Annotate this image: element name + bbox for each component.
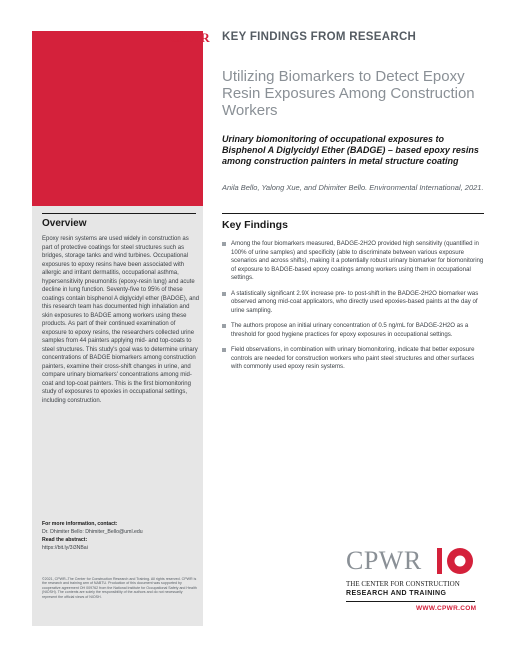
header-title: KEY FINDINGS FROM RESEARCH bbox=[222, 31, 417, 43]
website-link[interactable]: WWW.CPWR.COM bbox=[416, 605, 477, 612]
square-bullet-icon bbox=[222, 292, 226, 296]
header-brand: CPWR bbox=[170, 30, 210, 45]
study-title: Urinary biomonitoring of occupational exposures to Bisphenol A Diglycidyl Ether (BADGE) – based epoxy resins among construction painters in metal structure coating bbox=[222, 134, 479, 166]
overview-heading: Overview bbox=[42, 218, 87, 229]
key-finding-item bbox=[222, 322, 484, 339]
key-findings-divider bbox=[222, 213, 484, 214]
copyright-notice: ©2021, CPWR–The Center for Construction Research and Training. All rights reserved. CPWR is the research and training arm of NABTU. Production of this document was supported by cooperative agreement OH 009762 from the National Institute for Occupational Safety and Health (NIOSH). The contents are solely the responsibility of the authors and do not necessarily represent the official views of NIOSH. bbox=[42, 577, 197, 599]
logo-tagline: THE CENTER FOR CONSTRUCTION bbox=[346, 580, 460, 588]
abstract-label: Read the abstract: bbox=[42, 537, 88, 543]
square-bullet-icon bbox=[222, 348, 226, 352]
citation: Anila Bello, Yalong Xue, and Dhimiter Bello. Environmental International, 2021. bbox=[222, 183, 484, 192]
logo-tagline-bold: RESEARCH AND TRAINING bbox=[346, 590, 447, 597]
overview-text: Epoxy resin systems are used widely in construction as part of protective coatings for steel structures such as bridges, storage tanks and wind turbines. Occupational exposures to epoxy resins have been associated with allergic and irritant dermatitis, occupational asthma, hypersensitivity pneumonitis (epoxy-resin lung) and acute decline in lung function. Seventy-five to 95% of these coatings contain bisphenol A diglycidyl ether (BADGE), and this research team has documented high inhalation and skin exposures to BADGE among workers using these products. As part of their continued examination of exposure to epoxy resins, the researchers collected urine samples from 44 painters applying mid- and top-coats to steel structures. This study's goal was to determine urinary concentrations of BADGE biomarkers among construction painters, examine their cross-shift changes in urine, and compare urinary biomarkers' concentrations among mid-coat and top-coat painters. This is the first biomonitoring study of exposures to epoxies in occupational settings, including construction. bbox=[42, 236, 200, 404]
square-bullet-icon bbox=[222, 242, 226, 246]
abstract-link[interactable]: https://bit.ly/3i3NBai bbox=[42, 545, 88, 551]
logo-divider bbox=[346, 601, 475, 602]
key-findings-heading: Key Findings bbox=[222, 219, 288, 231]
key-finding-item bbox=[222, 290, 484, 316]
key-finding-item bbox=[222, 346, 484, 372]
key-finding-text: Field observations, in combination with urinary biomonitoring, indicate that better exposure controls are needed for construction workers who paint steel structures and other surfaces with commonly used epoxy resin systems. bbox=[231, 346, 475, 370]
cpwr-logo-mark-icon bbox=[437, 546, 475, 576]
key-finding-text: The authors propose an initial urinary concentration of 0.5 ng/mL for BADGE-2H2O as a threshold for good hygiene practices for epoxy exposures in occupational settings. bbox=[231, 322, 469, 338]
red-header-block bbox=[32, 31, 203, 206]
key-finding-item bbox=[222, 240, 484, 283]
cpwr-logo-text: CPWR bbox=[346, 546, 422, 575]
key-finding-text: Among the four biomarkers measured, BADGE-2H2O provided high sensitivity (quantified in 100% of urine samples) and specificity (able to discriminate between various exposure scenarios and across shifts), making it a potentially robust urinary biomarker for biomonitoring of exposure to BADGE-based epoxy coatings among workers using them in occupational settings. bbox=[231, 240, 484, 281]
key-findings-list bbox=[222, 240, 484, 379]
contact-label: For more information, contact: bbox=[42, 521, 118, 527]
overview-divider bbox=[42, 213, 196, 214]
contact-email[interactable]: Dr. Dhimiter Bello: Dhimiter_Bello@uml.edu bbox=[42, 529, 143, 535]
square-bullet-icon bbox=[222, 324, 226, 328]
page-title: Utilizing Biomarkers to Detect Epoxy Resin Exposures Among Construction Workers bbox=[222, 68, 475, 119]
key-finding-text: A statistically significant 2.9X increase pre- to post-shift in the BADGE-2H2O biomarker was observed among mid-coat applicators, who directly used epoxies-based paints at the day of urine sampling. bbox=[231, 289, 479, 314]
